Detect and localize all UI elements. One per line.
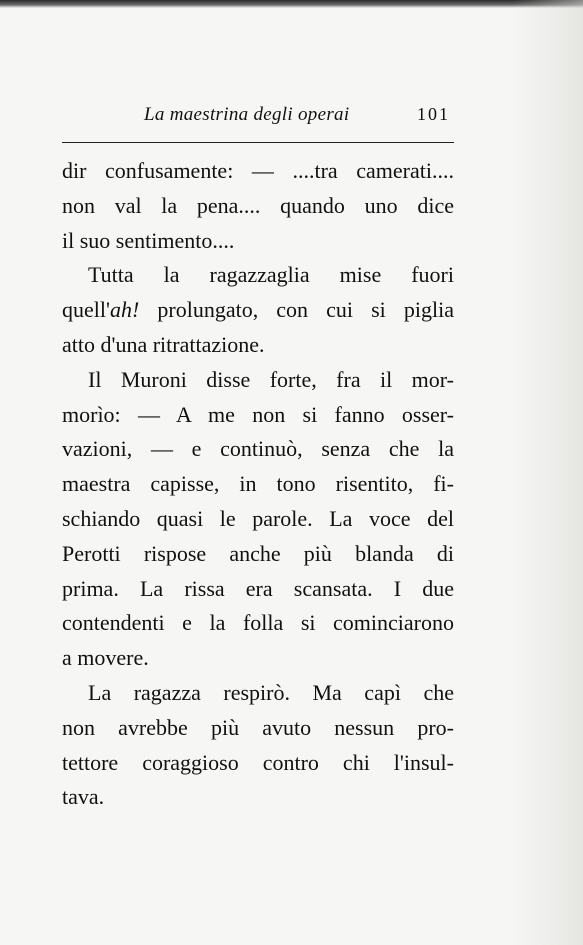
text-line: Perotti rispose anche più blanda di (62, 540, 454, 566)
text-line: morìo: — A me non si fanno osser- (62, 401, 454, 427)
text-line: dir confusamente: — ....tra camerati.... (62, 158, 454, 183)
text-line: il suo sentimento.... (62, 227, 235, 253)
text-line: non val la pena.... quando uno dice (62, 192, 454, 218)
text-line: Tutta la ragazzaglia mise fuori (88, 262, 454, 288)
page-top-edge (0, 0, 583, 8)
text-line: prima. La rissa era scansata. I due (62, 575, 454, 601)
emphasized-text: ah! (109, 297, 140, 323)
page-edge-shading (513, 0, 583, 945)
running-head-title: La maestrina degli operai (144, 104, 350, 125)
text-line: Il Muroni disse forte, fra il mor- (88, 366, 454, 392)
text-line-with-emphasis (62, 293, 454, 328)
text-line: maestra capisse, in tono risentito, fi- (62, 471, 454, 497)
text-line: La ragazza respirò. Ma capì che (88, 679, 454, 705)
text-line: vazioni, — e continuò, senza che la (62, 436, 454, 462)
text-fragment: quell' (62, 297, 110, 323)
text-line: atto d'una ritrattazione. (62, 331, 265, 357)
text-line: tava. (62, 784, 105, 810)
text-line: schiando quasi le parole. La voce del (62, 505, 454, 531)
running-head (62, 98, 454, 132)
page-number: 101 (417, 104, 450, 124)
text-line: a movere. (62, 645, 149, 671)
body-text (62, 154, 454, 815)
text-fragment: prolungato, con cui si piglia (139, 297, 454, 323)
text-line: non avrebbe più avuto nessun pro- (62, 714, 454, 740)
header-rule (62, 142, 454, 143)
text-line: contendenti e la folla si cominciarono (62, 610, 454, 636)
text-line: tettore coraggioso contro chi l'insul- (62, 749, 454, 775)
